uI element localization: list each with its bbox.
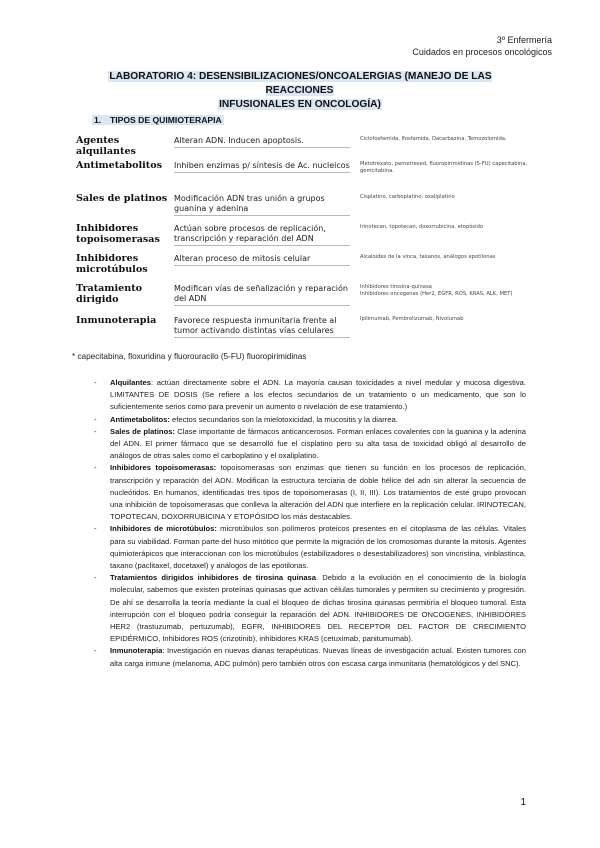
chemo-mechanism: Alteran proceso de mitosis celular <box>172 251 350 281</box>
item-text: efectos secundarios son la mielotoxicidad, la mucositis y la diarrea. <box>169 414 398 424</box>
chemo-drugs: Inhibidores tirosina-quinasa Inhibidores oncogenes (Her2, EGFR, ROS, KRAS, ALK, MET) <box>360 284 513 297</box>
table-footnote: * capecitabina, floxuridina y fluorouracilo (5-FU) fluoropirimidinas <box>72 352 307 361</box>
chemo-type: Inhibidores microtúbulos <box>76 253 148 275</box>
chemo-type: Inmunoterapia <box>76 315 157 326</box>
chemo-drugs: Alcaloides de la vinca, taxanos, análogos epotilonas <box>360 254 496 260</box>
item-text: Clase importante de fármacos anticancerosos. Forman enlaces covalentes con la guanina y la adenina del ADN. El primer fármaco que se desarrolló fue el cisplatino pero su alta tasa de toxicidad obligó al desarrollo de análogos de otras sales como el carboplatino y el oxaliplatino. <box>110 426 526 461</box>
table-row <box>76 133 534 158</box>
list-item <box>110 426 526 463</box>
chemo-type: Antimetabolitos <box>76 160 163 171</box>
list-item <box>110 645 526 669</box>
section-heading <box>92 115 224 125</box>
list-item <box>110 377 526 414</box>
item-term: Sales de platinos: <box>110 426 175 436</box>
chemo-type: Tratamiento dirigido <box>76 283 143 305</box>
item-term: Antimetabolitos: <box>110 414 170 424</box>
chemo-drugs: Ipilimumab, Pembrolizumab, Nivolumab <box>360 316 464 322</box>
chemo-mechanism: Actúan sobre procesos de replicación, transcripción y reparación del ADN <box>172 221 350 251</box>
table-row <box>76 191 534 221</box>
chemo-type: Agentes alquilantes <box>76 135 136 157</box>
table-row <box>76 281 534 313</box>
list-item <box>110 523 526 572</box>
item-term: Inhibidores de microtúbulos: <box>110 524 217 534</box>
item-text: : Investigación en nuevas dianas terapéuticas. Nuevas líneas de investigación actual. Existen tumores con alta carga inmune (melanoma, ADC pulmón) pero también otros con escasa carga inmunitaria (hematológicos y del SNC). <box>110 646 526 668</box>
list-item <box>110 462 526 523</box>
chemo-drugs: Irinotecan, topotecan, doxorrubicina, etopósido <box>360 224 484 230</box>
header-course-year: 3º Enfermería <box>496 35 552 45</box>
chemo-drugs: Metotrexato, pemetrexed, fluoropirimidinas (5-FU) capecitabina, gemcitabina. <box>360 161 528 174</box>
table-row <box>76 251 534 281</box>
chemo-mechanism: Favorece respuesta inmunitaria frente al tumor activando distintas vías celulares <box>172 313 350 343</box>
item-text: microtúbulos son polímeros proteicos presentes en el citoplasma de las células. Vitales para su viabilidad. Forman parte del huso mitótico que permite la migración de los cromosomas durante la mitosis. Agentes quimioterápicos que interaccionan con los microtúbulos (estabilizadores o desestabilizadores) son vincristina, vinblastinca, taxano (paclitaxel, docetaxel) y análogos de las epotilonas. <box>110 524 526 571</box>
item-text: . Debido a la evolución en el conocimiento de la biología molecular, sabemos que existen proteínas quinasas que activan células tumorales y permiten su crecimiento y progresión. De ahí se desarrolla la teoría mediante la cual el bloqueo de dichas tirosina quinasas permitiría el bloqueo tumoral. Esta interrupción con el bloqueo podría conseguir la reparación del ADN. INHIBIDORES DE ONCOGENES, INHIBIDORES HER2 (trastuzumab, pertuzumab), EGFR, INHIBIDORES DEL RECEPTOR DEL FACTOR DE CRECIMIENTO EPIDÉRMICO, Inhibidores ROS (crizotinib), inhibidores KRAS (cetuximab, panitumumab). <box>110 573 526 644</box>
item-text: : actúan directamente sobre el ADN. La mayoría causan toxicidades a nivel medular y mucosa digestiva. LIMITANTES DE DOSIS (Se refiere a los efectos secundarios de un tratamiento o un medicamento, que son lo suficientemente serios como para prevenir un aumento o nivelación de ese tratamiento.) <box>110 378 526 412</box>
title-line-1: LABORATORIO 4: DESENSIBILIZACIONES/ONCOALERGIAS (MANEJO DE LAS REACCIONES <box>109 71 492 96</box>
chemotherapy-types-table <box>76 133 534 343</box>
chemo-mechanism: Inhiben enzimas p/ síntesis de Ac. nucleicos <box>172 158 350 191</box>
page-number: 1 <box>520 797 526 808</box>
chemo-mechanism: Modifican vías de señalización y reparación del ADN <box>172 281 350 313</box>
item-text: topoisomerasas son enzimas que tienen su función en los procesos de replicación, transcripción y reparación del ADN. Modifican la estructura terciaria de doble hélice del adn sin alterar la secuencia de nucleótidos. En humanos, identificadas tres tipos de topoisomerasas (I, II, III). Los tratamientos de este grupo provocan una inhibición de topoisomerasas que conlleva la alteración del ADN que interfiere en la replicación celular. IRINOTECAN, TOPOTECAN, DOXORRUBICINA Y ETOPÓSIDO los más destacables. <box>110 463 526 522</box>
item-term: Tratamientos dirigidos inhibidores de tirosina quinasa <box>110 573 316 583</box>
table-row <box>76 313 534 343</box>
section-number: 1. <box>94 115 102 125</box>
table-row <box>76 158 534 191</box>
header-subject: Cuidados en procesos oncológicos <box>412 47 552 57</box>
chemo-mechanism: Modificación ADN tras unión a grupos guanina y adenina <box>172 191 350 221</box>
list-item <box>110 572 526 645</box>
chemo-mechanism: Alteran ADN. Inducen apoptosis. <box>172 133 350 158</box>
chemo-type: Sales de platinos <box>76 193 168 204</box>
item-term: Inhibidores topoisomerasas: <box>110 463 217 473</box>
section-label: TIPOS DE QUIMIOTERAPIA <box>110 115 222 125</box>
page-title <box>74 70 526 112</box>
chemo-drugs: Cisplatino, carboplatino, oxaliplatino <box>360 194 455 200</box>
chemo-drugs: Ciclofosfamida, Ifosfamida, Dacarbazina, Temozolomida. <box>360 136 507 142</box>
item-term: Inmunoterapia <box>110 646 163 656</box>
list-item <box>110 414 526 426</box>
table-row <box>76 221 534 251</box>
chemo-type: Inhibidores topoisomerasas <box>76 223 160 245</box>
drug-class-notes <box>110 377 526 670</box>
item-term: Alquilantes <box>110 378 151 387</box>
title-line-2: INFUSIONALES EN ONCOLOGÍA) <box>219 99 381 110</box>
page-header <box>412 34 552 58</box>
